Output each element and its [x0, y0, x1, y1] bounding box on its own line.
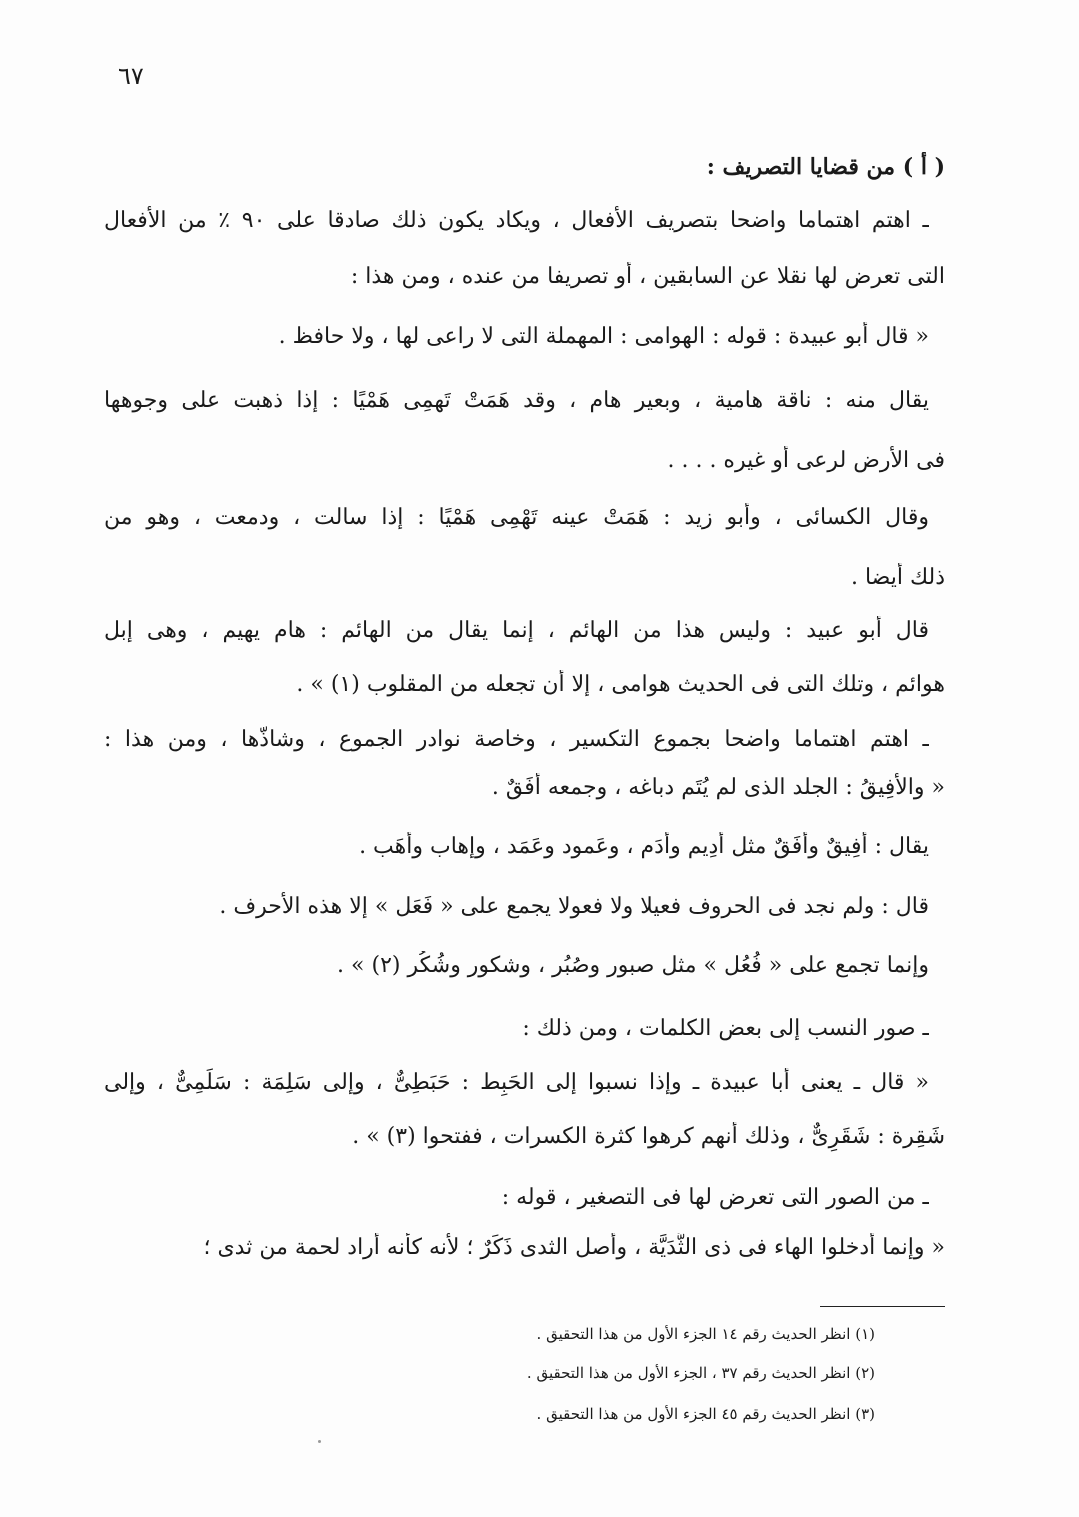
- text-line: وقال الكسائى ، وأبو زيد : هَمَتْ عينه تَهْمِى هَمْيًا : إذا سالت ، ودمعت ، وهو من: [104, 505, 929, 530]
- footnote-1: (١) انظر الحديث رقم ١٤ الجزء الأول من هذا التحقيق .: [536, 1325, 875, 1343]
- footnote-2: (٢) انظر الحديث رقم ٣٧ ، الجزء الأول من هذا التحقيق .: [526, 1364, 875, 1382]
- scan-speck: [318, 1440, 321, 1443]
- footnote-3: (٣) انظر الحديث رقم ٤٥ الجزء الأول من هذا التحقيق .: [536, 1405, 875, 1423]
- footnote-divider: [820, 1306, 945, 1307]
- text-line: ذلك أيضا .: [850, 565, 945, 590]
- text-line: « قال ـ يعنى أبا عبيدة ـ وإذا نسبوا إلى الحَبِط : حَبَطِىٌّ ، وإلى سَلِمَة : سَلَمِىٌّ ، وإلى: [104, 1070, 929, 1095]
- page-number: ٦٧: [118, 62, 144, 90]
- text-line: فى الأرض لرعى أو غيره . . . .: [667, 448, 945, 473]
- text-line: ـ اهتم اهتماما واضحا بجموع التكسير ، وخاصة نوادر الجموع ، وشاذّها ، ومن هذا :: [104, 727, 929, 752]
- section-heading: ( أ ) من قضايا التصريف :: [706, 154, 945, 180]
- text-line: قال : ولم نجد فى الحروف فعيلا ولا فعولا يجمع على « فَعَل » إلا هذه الأحرف .: [219, 894, 929, 919]
- text-line: يقال : أَفِيقٌ وأَفَقٌ مثل أَدِيم وأَدَم ، وعَمود وعَمَد ، وإهاب وأَهَب .: [359, 834, 929, 859]
- text-line: قال أبو عبيد : وليس هذا من الهائم ، إنما يقال من الهائم : هام يهيم ، وهى إبل: [104, 618, 929, 643]
- text-line: ـ من الصور التى تعرض لها فى التصغير ، قوله :: [501, 1185, 929, 1210]
- text-line: وإنما تجمع على « فُعُل » مثل صبور وصُبُر ، وشكور وشُكُر (٢) » .: [337, 953, 929, 978]
- text-line: « وإنما أدخلوا الهاء فى ذى الثُّدَيَّة ، وأصل الثدى ذَكَرٌ ؛ لأنه كأنه أراد لحمة من ثدى ؛: [203, 1235, 945, 1260]
- text-line: هوائم ، وتلك التى فى الحديث هوامى ، إلا أن تجعله من المقلوب (١) » .: [296, 672, 945, 697]
- text-line: ـ صور النسب إلى بعض الكلمات ، ومن ذلك :: [522, 1016, 929, 1041]
- text-line: يقال منه : ناقة هامية ، وبعير هام ، وقد هَمَتْ تَهمِى هَمْيًا : إذا ذهبت على وجوهها: [104, 388, 929, 413]
- text-line: « قال أبو عبيدة : قوله : الهوامى : المهملة التى لا راعى لها ، ولا حافظ .: [278, 324, 929, 349]
- text-line: « والأفِيقُ : الجلد الذى لم يُتَم دباغه ، وجمعه أَفَقٌ .: [491, 775, 945, 800]
- text-line: التى تعرض لها نقلا عن السابقين ، أو تصريفا من عنده ، ومن هذا :: [350, 264, 945, 289]
- text-line: شَقِرة : شَقَرِىٌّ ، وذلك أنهم كرهوا كثرة الكسرات ، ففتحوا (٣) » .: [352, 1124, 945, 1149]
- text-line: ـ اهتم اهتماما واضحا بتصريف الأفعال ، ويكاد يكون ذلك صادقا على ٩٠ ٪ من الأفعال: [104, 208, 929, 233]
